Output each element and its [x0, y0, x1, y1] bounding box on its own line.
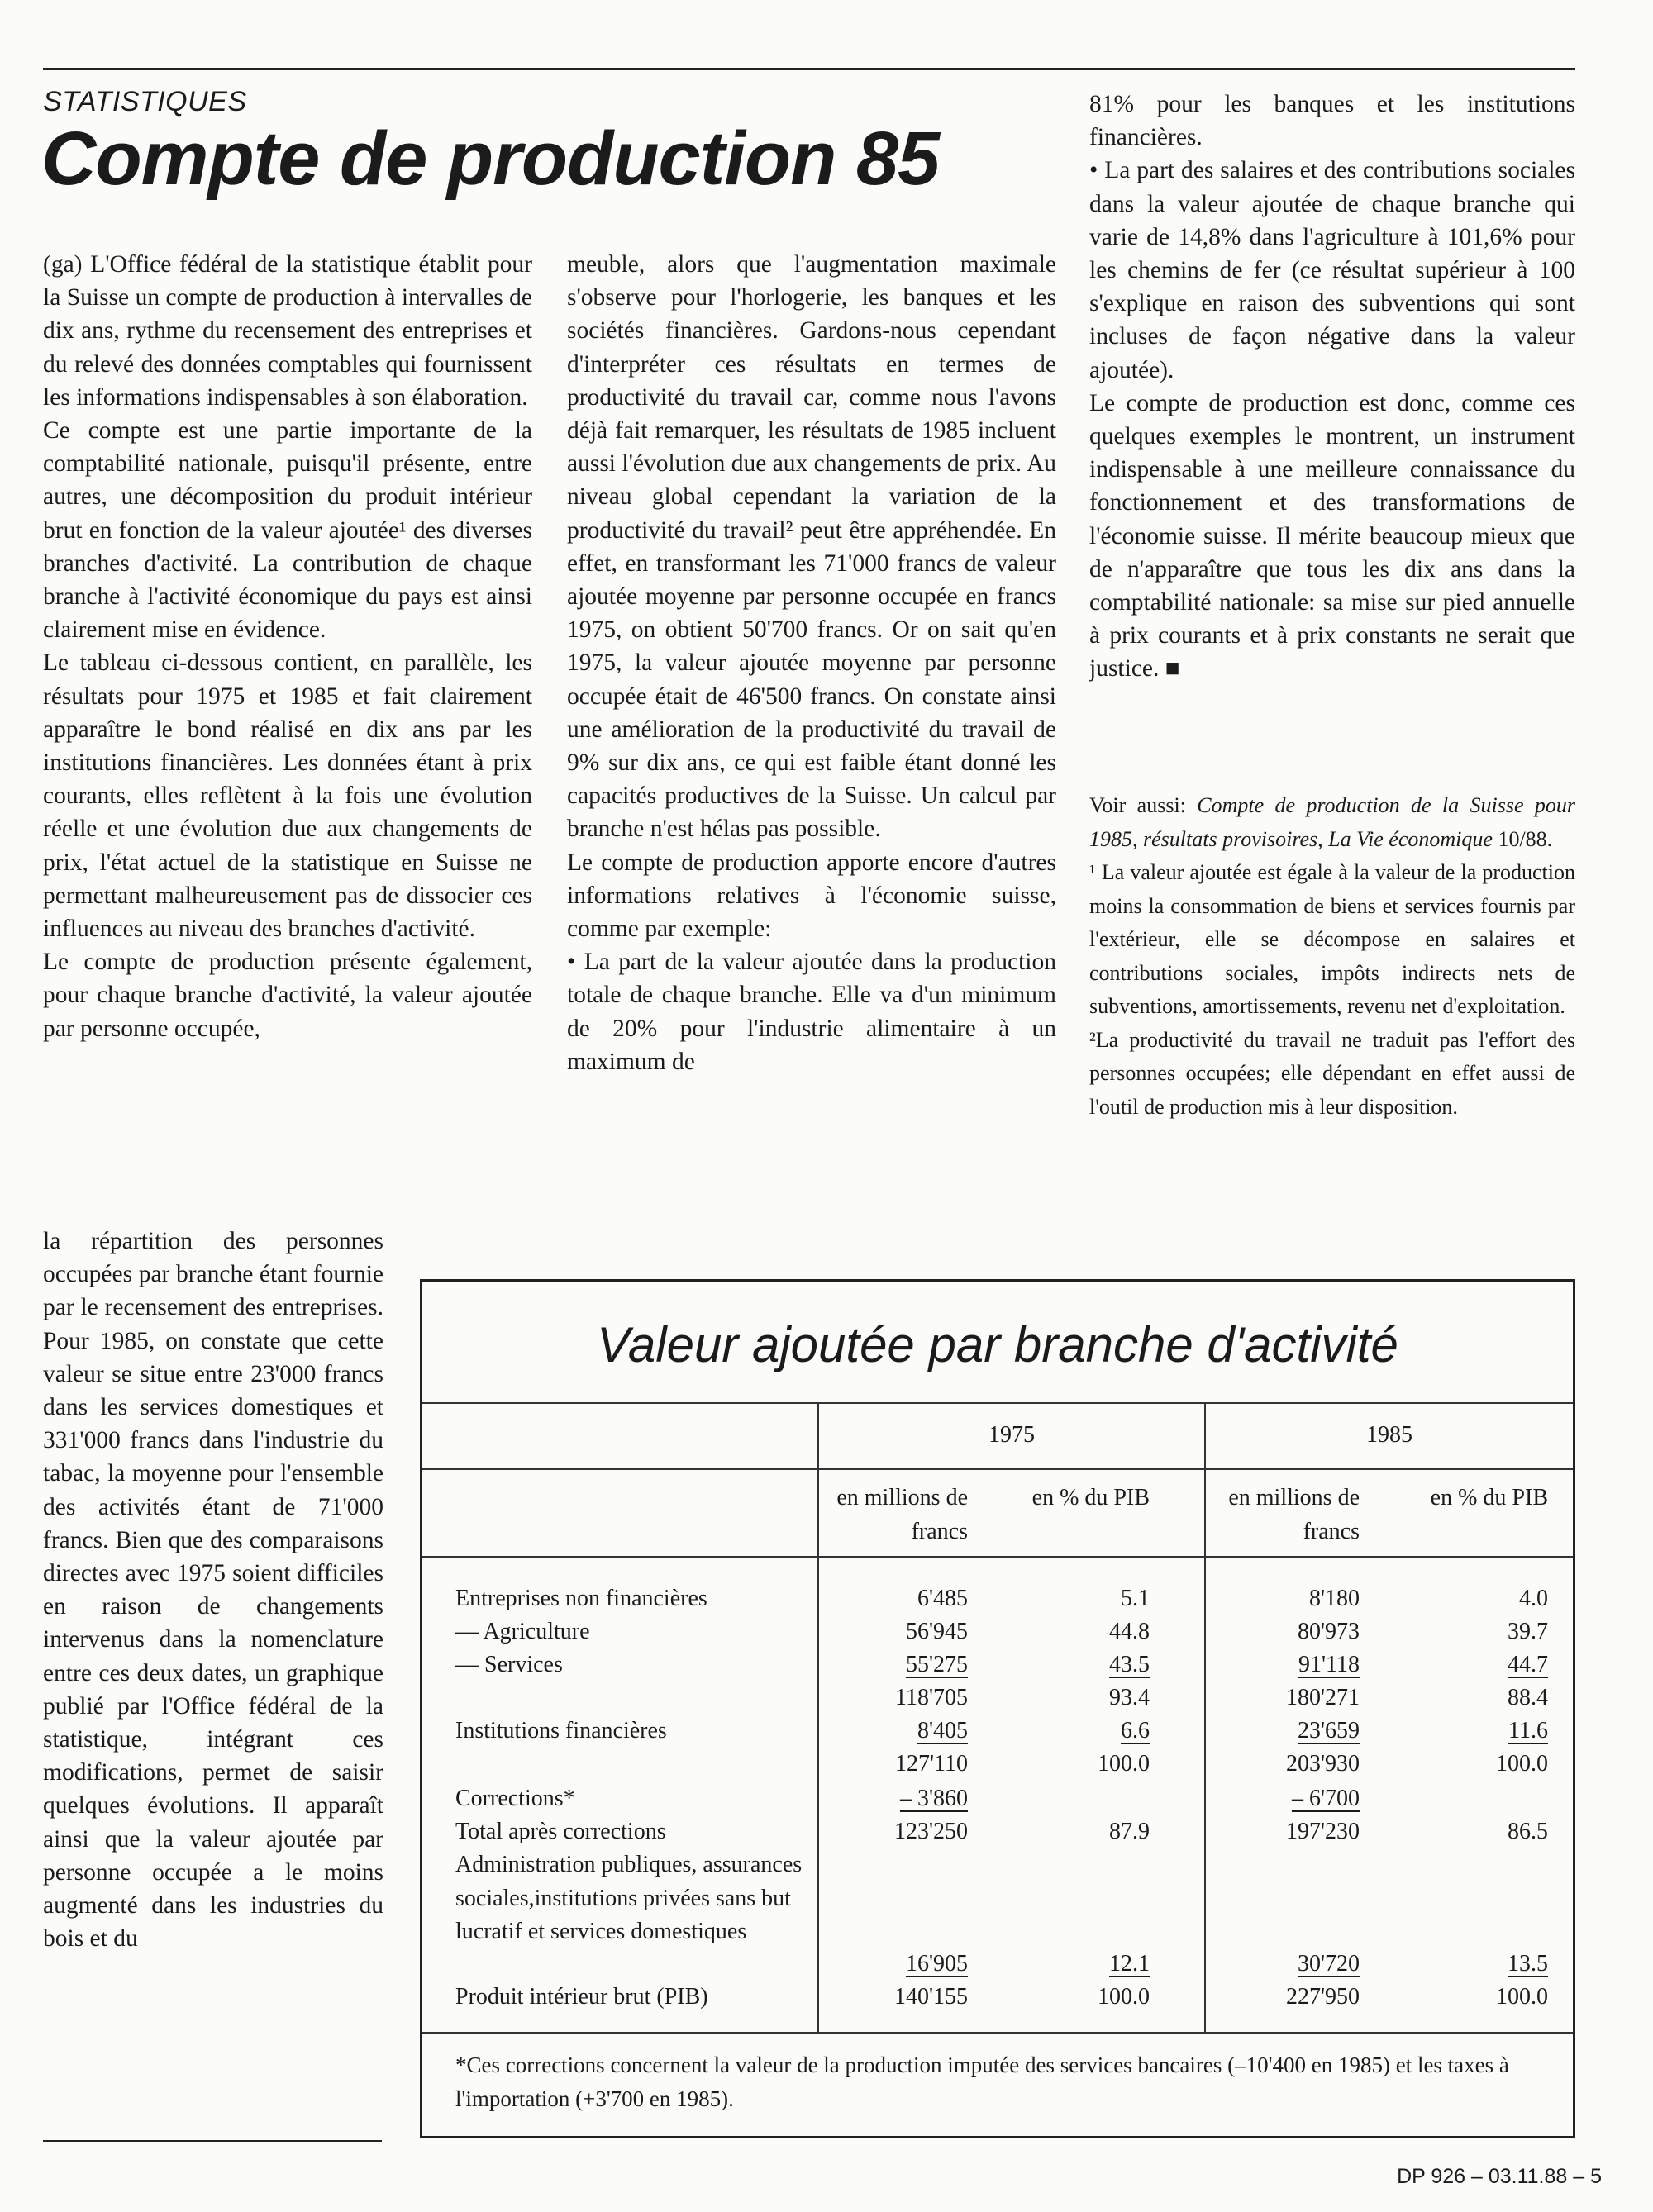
- row-label: — Agriculture: [455, 1619, 590, 1644]
- see-also-title: Compte de production de la Suisse pour 1985, résultats provisoires, La Vie économique: [1089, 793, 1576, 851]
- row-label: — Services: [455, 1652, 563, 1677]
- row-label: Total après corrections: [455, 1819, 666, 1844]
- paragraph: 81% pour les banques et les institutions financières.: [1089, 91, 1575, 151]
- cell-1985-pct: 39.7: [1508, 1619, 1548, 1644]
- cell-1985-mfr: 23'659: [1297, 1718, 1360, 1743]
- cell-1975-pct: 43.5: [1109, 1652, 1150, 1677]
- year-1985-header: 1985: [1366, 1422, 1412, 1448]
- see-also-prefix: Voir aussi:: [1089, 793, 1198, 817]
- see-also-suffix: 10/88.: [1492, 826, 1553, 851]
- paragraph: (ga) L'Office fédéral de la statistique établit pour la Suisse un compte de production à intervalles de dix ans, rythme du recensement des entreprises et du relevé des données comptables qui fournissent les informations indispensables à son élaboration.: [43, 251, 532, 411]
- footnote-2: ²La productivité du travail ne traduit pas l'effort des personnes occupées; elle dépendant en effet aussi de l'outil de production mis à leur disposition.: [1089, 1027, 1575, 1119]
- table-divider: [1204, 1402, 1206, 2032]
- see-also: [1089, 789, 1575, 856]
- footnote-1: ¹ La valeur ajoutée est égale à la valeur de la production moins la consommation de biens et services fournis par l'extérieur, elle se décompose en salaires et contributions sociales, impôts indirects nets de subventions, amortissements, revenu net d'exploitation.: [1089, 860, 1575, 1018]
- column-3: [1089, 88, 1575, 686]
- article-notes: [1089, 789, 1575, 1124]
- cell-1985-mfr: 80'973: [1297, 1619, 1360, 1644]
- cell-1985-mfr: 30'720: [1297, 1951, 1360, 1977]
- cell-1975-pct: 87.9: [1109, 1819, 1150, 1844]
- cell-1985-pct: 100.0: [1496, 1984, 1548, 2010]
- row-label: Corrections*: [455, 1786, 575, 1811]
- paragraph: Le tableau ci-dessous contient, en parallèle, les résultats pour 1975 et 1985 et fait clairement apparaître le bond réalisé en dix ans par les institutions financières. Les données étant à prix courants, elles reflètent à la fois une évolution réelle et une évolution due aux changements de prix, l'état actuel de la statistique en Suisse ne permettant malheureusement pas de dissocier ces influences au niveau des branches d'activité.: [43, 649, 532, 943]
- row-label: Produit intérieur brut (PIB): [455, 1984, 708, 2010]
- paragraph: Ce compte est une partie importante de la comptabilité nationale, puisqu'il présente, entre autres, une décomposition du produit intérieur brut en fonction de la valeur ajoutée¹ des diverses branches d'activité. La contribution de chaque branche à l'activité économique du pays est ainsi clairement mise en évidence.: [43, 417, 532, 644]
- cell-1985-pct: 88.4: [1508, 1685, 1548, 1710]
- table-title: Valeur ajoutée par branche d'activité: [597, 1317, 1398, 1372]
- cell-1985-mfr: 180'271: [1285, 1685, 1360, 1710]
- paragraph: Le compte de production apporte encore d'autres informations relatives à l'économie suisse, comme par exemple:: [567, 849, 1056, 943]
- cell-1985-pct: 44.7: [1508, 1652, 1548, 1677]
- cell-1985-mfr: – 6'700: [1291, 1786, 1360, 1811]
- cell-1975-pct: 44.8: [1109, 1619, 1150, 1644]
- cell-1985-pct: 13.5: [1508, 1951, 1548, 1977]
- section-kicker: STATISTIQUES: [43, 86, 247, 117]
- paragraph: meuble, alors que l'augmentation maximale s'observe pour l'horlogerie, les banques et les sociétés financières. Gardons-nous cependant d'interpréter ces résultats en termes de productivité du travail car, comme nous l'avons déjà fait remarquer, les résultats de 1985 incluent aussi l'évolution due aux changements de prix. Au niveau global cependant la variation de la productivité du travail² peut être appréhendée. En effet, en transformant les 71'000 francs de valeur ajoutée moyenne par personne occupée en francs 1975, on obtient 50'700 francs. Or on sait qu'en 1975, la valeur ajoutée moyenne par personne occupée était de 46'500 francs. On constate ainsi une amélioration de la productivité du travail de 9% sur dix ans, ce qui est faible étant donné les capacités productives de la Suisse. Un calcul par branche n'est hélas pas possible.: [567, 251, 1056, 843]
- article-title: Compte de production 85: [41, 117, 940, 201]
- cell-1975-pct: 100.0: [1098, 1751, 1150, 1777]
- cell-1975-pct: 6.6: [1121, 1718, 1150, 1743]
- cell-1975-mfr: 118'705: [894, 1685, 968, 1710]
- cell-1975-mfr: 55'275: [905, 1652, 968, 1677]
- row-label: Institutions financières: [455, 1718, 667, 1743]
- page-reference: DP 926 – 03.11.88 – 5: [1397, 2165, 1602, 2188]
- paragraph: Le compte de production est donc, comme ces quelques exemples le montrent, un instrument indispensable à une meilleure connaissance du fonctionnement et des transformations de l'économie suisse. Il mérite beaucoup mieux que de n'apparaître que tous les dix ans dans la comptabilité nationale: sa mise sur pied annuelle à prix courants et à prix constants ne serait que justice. ■: [1089, 389, 1575, 683]
- table-rule: [422, 1556, 1573, 1558]
- table-rule: [422, 1402, 1573, 1404]
- cell-1985-pct: 11.6: [1508, 1718, 1548, 1743]
- top-rule: [43, 68, 1575, 70]
- cell-1985-mfr: 227'950: [1285, 1984, 1360, 2010]
- paragraph: Le compte de production présente également, pour chaque branche d'activité, la valeur ajoutée par personne occupée,: [43, 949, 532, 1042]
- cell-1975-mfr: 140'155: [893, 1984, 968, 2010]
- cell-1985-mfr: 8'180: [1308, 1586, 1360, 1611]
- unit-millions-1985: en millions de francs: [1228, 1485, 1360, 1544]
- year-1975-header: 1975: [988, 1422, 1035, 1448]
- row-label: Entreprises non financières: [455, 1586, 707, 1611]
- value-added-table: [420, 1279, 1575, 2138]
- cell-1975-mfr: 127'110: [894, 1751, 968, 1777]
- cell-1975-pct: 5.1: [1121, 1586, 1150, 1611]
- cell-1975-mfr: – 3'860: [899, 1786, 968, 1811]
- unit-pct-1975: en % du PIB: [1031, 1485, 1150, 1510]
- cell-1975-mfr: 56'945: [905, 1619, 968, 1644]
- paragraph: • La part de la valeur ajoutée dans la production totale de chaque branche. Elle va d'un minimum de 20% pour l'industrie alimentaire à un maximum de: [567, 949, 1056, 1075]
- unit-millions-1975: en millions de francs: [836, 1485, 968, 1544]
- bottom-rule: [43, 2140, 382, 2142]
- cell-1985-pct: 100.0: [1496, 1751, 1548, 1777]
- cell-1975-mfr: 6'485: [917, 1586, 968, 1611]
- column-1: [43, 248, 532, 1045]
- cell-1985-pct: 86.5: [1508, 1819, 1548, 1844]
- cell-1975-pct: 12.1: [1109, 1951, 1150, 1977]
- column-2: [567, 248, 1056, 1078]
- table-rule: [422, 2032, 1573, 2034]
- paragraph: la répartition des personnes occupées par branche étant fournie par le recensement des entreprises. Pour 1985, on constate que cette valeur se situe entre 23'000 francs dans les services domestiques et 331'000 francs dans l'industrie du tabac, la moyenne pour l'ensemble des activités étant de 71'000 francs. Bien que des comparaisons directes avec 1975 soient difficiles en raison de changements intervenus dans la nomenclature entre ces deux dates, un graphique publié par l'Office fédéral de la statistique, intégrant ces modifications, permet de saisir quelques évolutions. Il apparaît ainsi que la valeur ajoutée par personne occupée a le moins augmenté dans les industries du bois et du: [43, 1228, 383, 1953]
- table-rule: [422, 1468, 1573, 1470]
- cell-1985-mfr: 91'118: [1298, 1652, 1360, 1677]
- cell-1975-pct: 100.0: [1098, 1984, 1150, 2010]
- cell-1975-mfr: 16'905: [905, 1951, 968, 1977]
- cell-1985-mfr: 203'930: [1285, 1751, 1360, 1777]
- cell-1975-pct: 93.4: [1109, 1685, 1150, 1710]
- cell-1985-pct: 4.0: [1519, 1586, 1548, 1611]
- unit-pct-1985: en % du PIB: [1430, 1485, 1548, 1510]
- column-1-continued: [43, 1225, 383, 1955]
- cell-1975-mfr: 8'405: [917, 1718, 968, 1743]
- cell-1985-mfr: 197'230: [1285, 1819, 1360, 1844]
- paragraph: • La part des salaires et des contributions sociales dans la valeur ajoutée de chaque branche qui varie de 14,8% dans l'agriculture à 101,6% pour les chemins de fer (ce résultat supérieur à 100 s'explique en raison des subventions qui sont incluses de façon négative dans la valeur ajoutée).: [1089, 157, 1575, 383]
- row-label: Administration publiques, assurances sociales,institutions privées sans but lucratif et services domestiques: [455, 1852, 803, 1944]
- cell-1975-mfr: 123'250: [893, 1819, 968, 1844]
- table-footnote: *Ces corrections concernent la valeur de la production imputée des services bancaires (–10'400 en 1985) et les taxes à l'importation (+3'700 en 1985).: [455, 2053, 1509, 2111]
